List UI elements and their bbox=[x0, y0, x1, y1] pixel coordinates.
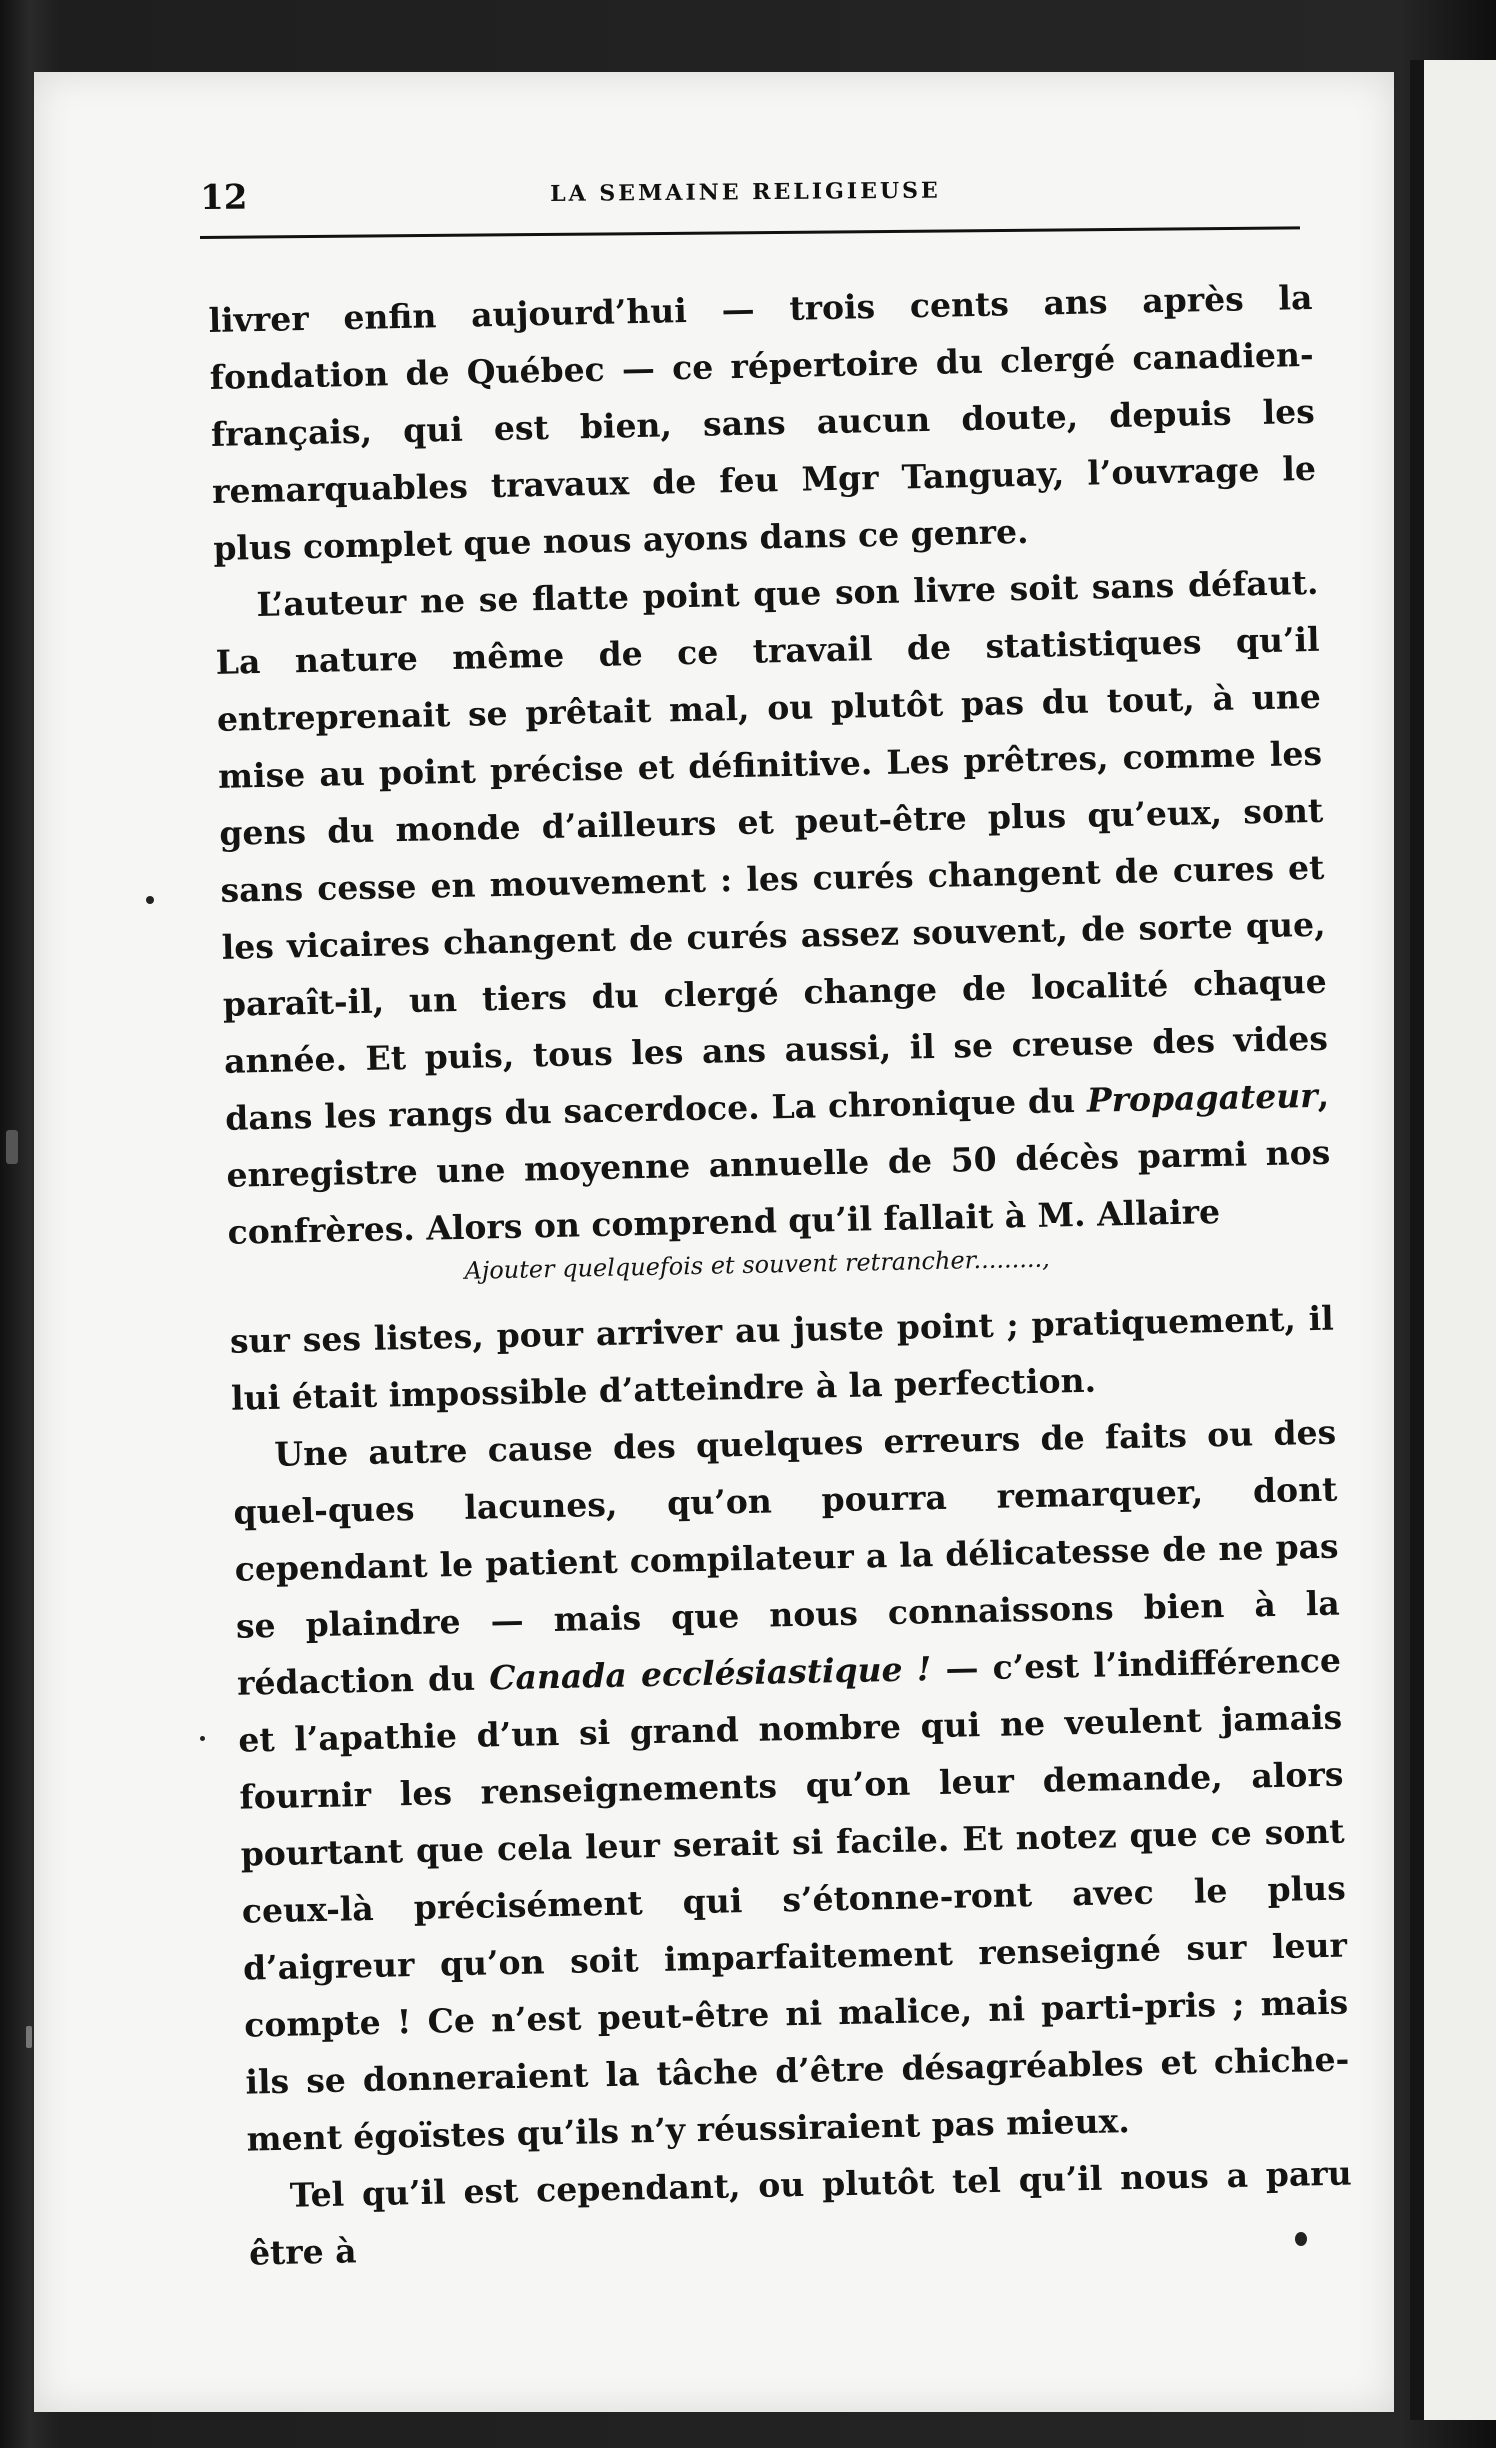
scan-speck bbox=[200, 1736, 205, 1741]
paragraph-3: sur ses listes, pour arriver au juste point ; pratiquement, il lui était impossible d’atteindre à la perfection. bbox=[229, 1298, 1335, 1418]
scan-speck bbox=[1295, 2232, 1307, 2246]
scan-speck bbox=[6, 1130, 18, 1164]
scan-speck bbox=[26, 2026, 32, 2048]
italic-title-propagateur: Propagateur bbox=[1086, 1075, 1318, 1120]
body-text bbox=[208, 269, 1353, 2282]
paragraph-2-text-end: , enregistre une moyenne annuelle de 50 décès parmi nos confrères. Alors on comprend qu’il fallait à M. Allaire bbox=[226, 1075, 1331, 1252]
paragraph-2 bbox=[214, 554, 1332, 1261]
facing-page-edge bbox=[1410, 60, 1496, 2420]
paragraph-5: Tel qu’il est cependant, ou plutôt tel qu’il nous a paru être à bbox=[248, 2153, 1353, 2273]
running-title: LA SEMAINE RELIGIEUSE bbox=[550, 177, 941, 207]
paragraph-1: livrer enfin aujourd’hui — trois cents ans après la fondation de Québec — ce répertoire du clergé canadien-français, qui est bien, sans aucun doute, depuis les remarquables travaux de feu Mgr Tanguay, l’ouvrage le plus complet que nous ayons dans ce genre. bbox=[208, 277, 1317, 568]
italic-title-canada-ecclesiastique: Canada ecclésiastique ! bbox=[488, 1649, 932, 1698]
scan-speck bbox=[146, 896, 154, 904]
verse-quotation: Ajouter quelquefois et souvent retrancher........., bbox=[464, 1244, 1051, 1285]
paragraph-4-text-end: — c’est l’indifférence et l’apathie d’un si grand nombre qui ne veulent jamais fournir les renseignements qu’on leur demande, alors pourtant que cela leur serait si facile. Et notez que ce sont ceux-là précisément qui s’étonne-ront avec le plus d’aigreur qu’on soit imparfaitement renseigné sur leur compte ! Ce n’est peut-être ni malice, ni parti-pris ; mais ils se donneraient la tâche d’être désagréables et chiche-ment égoïstes qu’ils n’y réussiraient pas mieux. bbox=[237, 1640, 1350, 2159]
paragraph-4-text-start: Une autre cause des quelques erreurs de faits ou des quel-ques lacunes, qu’on pourra remarquer, dont cependant le patient compilateur a la délicatesse de ne pas se plaindre — mais que nous connaissons bien à la rédaction du bbox=[233, 1412, 1341, 1703]
page-number: 12 bbox=[200, 177, 248, 218]
paragraph-2-text-start: L’auteur ne se flatte point que son livre soit sans défaut. La nature même de ce travail de statistiques qu’il entreprenait se prêtait mal, ou plutôt pas du tout, à une mise au point précise et définitive. Les prêtres, comme les gens du monde d’ailleurs et peut-être plus qu’eux, sont sans cesse en mouvement : les curés changent de cures et les vicaires changent de curés assez souvent, de sorte que, paraît-il, un tiers du clergé change de localité chaque année. Et puis, tous les ans aussi, il se creuse des vides dans les rangs du sacerdoce. La chronique du bbox=[215, 562, 1329, 1138]
paragraph-4 bbox=[232, 1404, 1351, 2168]
